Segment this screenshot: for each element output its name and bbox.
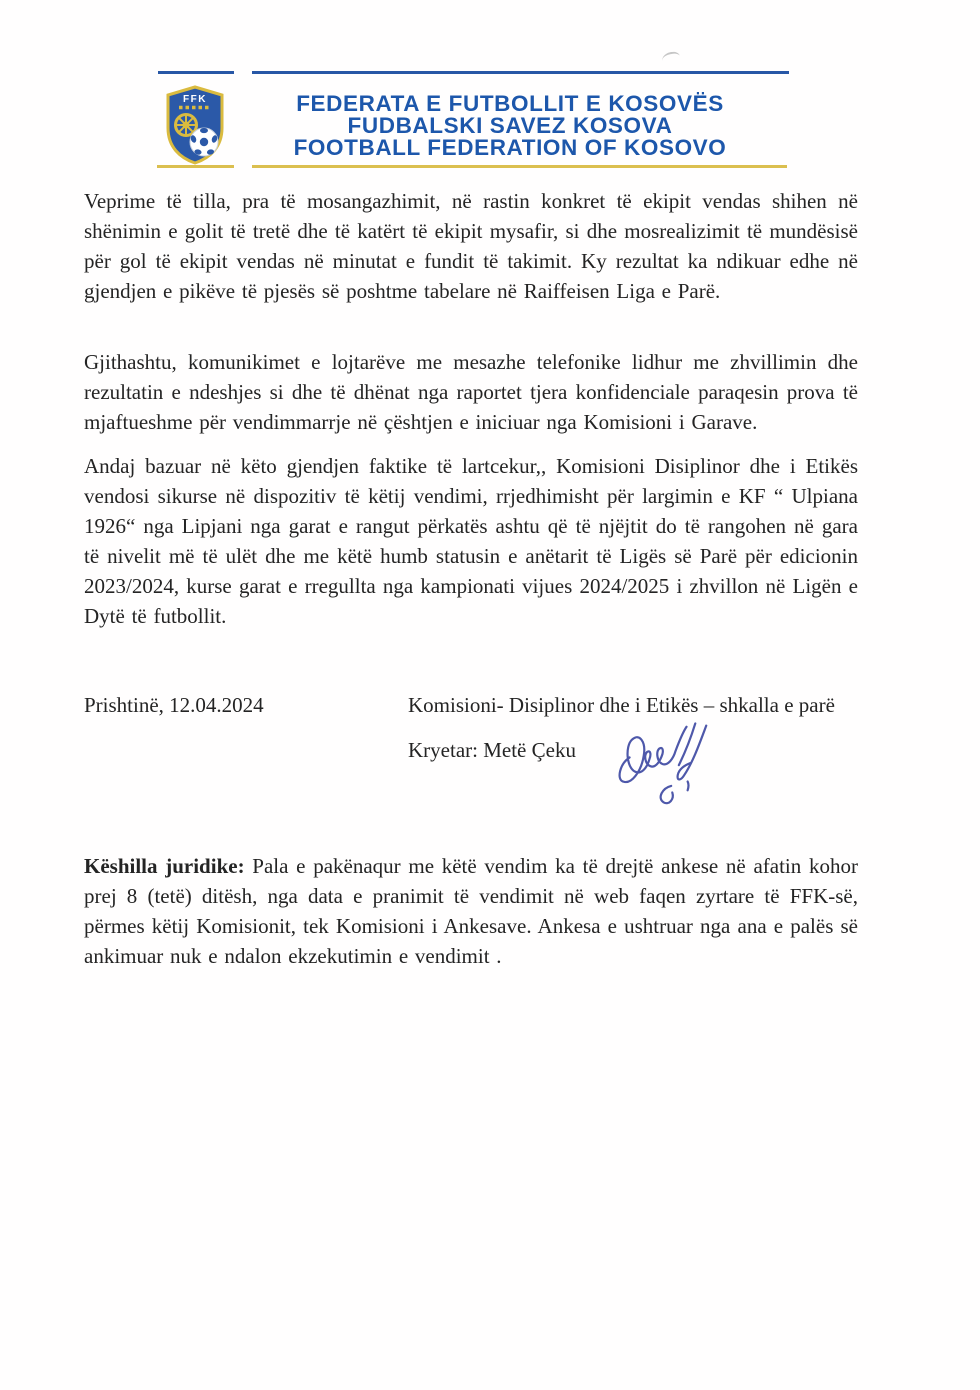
federation-title: [250, 93, 770, 159]
header-top-rule-long: [252, 71, 789, 74]
federation-title-line-albanian: FEDERATA E FUTBOLLIT E KOSOVËS: [296, 91, 724, 116]
ffk-logo: [165, 84, 225, 166]
paragraph-match-actions: Veprime të tilla, pra të mosangazhimit, në rastin konkret të ekipit vendas shihen në shënimin e golit të tretë dhe të katërt të ekipit mysafir, si dhe mosrealizimit të mundësisë për gol të ekipit vendas në minutat e fundit të takimit. Ky rezultat ka ndikuar edhe në gjendjen e pikëve të pjesës së poshtme tabelare në Raiffeisen Liga e Parë.: [84, 189, 858, 303]
paragraph-decision: Andaj bazuar në këto gjendjen faktike të lartcekur,, Komisioni Disiplinor dhe i Etikës vendosi sikurse në dispozitiv të këtij vendimi, rrjedhimisht për largimin e KF “ Ulpiana 1926“ nga Lipjani nga garat e rangut përkatës ashtu që të njëjtit do të rangohen në gara të nivelit më të ulët dhe me këtë humb statusin e anëtarit të Ligës së Parë për edicionin 2023/2024, kurse garat e rregullta nga kampionati vijues 2024/2025 i zhvillon në Ligën e Dytë të futbollit.: [84, 454, 858, 628]
legal-note: [84, 851, 858, 971]
signature-flourish: [661, 782, 689, 804]
logo-abbr-text: FFK: [183, 94, 207, 105]
scan-artifact: [661, 51, 680, 66]
federation-title-line-english: FOOTBALL FEDERATION OF KOSOVO: [293, 135, 727, 160]
signature-scrawl: [620, 727, 687, 782]
signature-tall-strokes: [678, 723, 707, 779]
commission-title: Komisioni- Disiplinor dhe i Etikës – shkalla e parë: [408, 693, 835, 717]
chairman-line: Kryetar: Metë Çeku: [408, 738, 576, 762]
place-date: Prishtinë, 12.04.2024: [84, 693, 264, 717]
header-bottom-rule-long: [252, 165, 787, 168]
paragraph-communications: Gjithashtu, komunikimet e lojtarëve me mesazhe telefonike lidhur me zhvillimin dhe rezultatin e ndeshjes si dhe të dhënat nga raportet tjera konfidenciale paraqesin prova të mjaftueshme për vendimmarrje në çështjen e iniciuar nga Komisioni i Garave.: [84, 350, 858, 434]
federation-title-line-serbian: FUDBALSKI SAVEZ KOSOVA: [347, 113, 673, 138]
football-icon: [190, 128, 218, 156]
signature-image: [614, 718, 724, 810]
legal-note-label: Këshilla juridike:: [84, 854, 245, 878]
legal-note-text: Pala e pakënaqur me këtë vendim ka të drejtë ankese në afatin kohor prej 8 (tetë) ditësh, nga data e pranimit të vendimit në web faqen zyrtare të FFK-së, përmes këtij Komisionit, tek Komisioni i Ankesave. Ankesa e ushtruar nga ana e palës së ankimuar nuk e ndalon ekzekutimin e vendimit .: [84, 854, 858, 968]
header-top-rule-short: [158, 71, 234, 74]
